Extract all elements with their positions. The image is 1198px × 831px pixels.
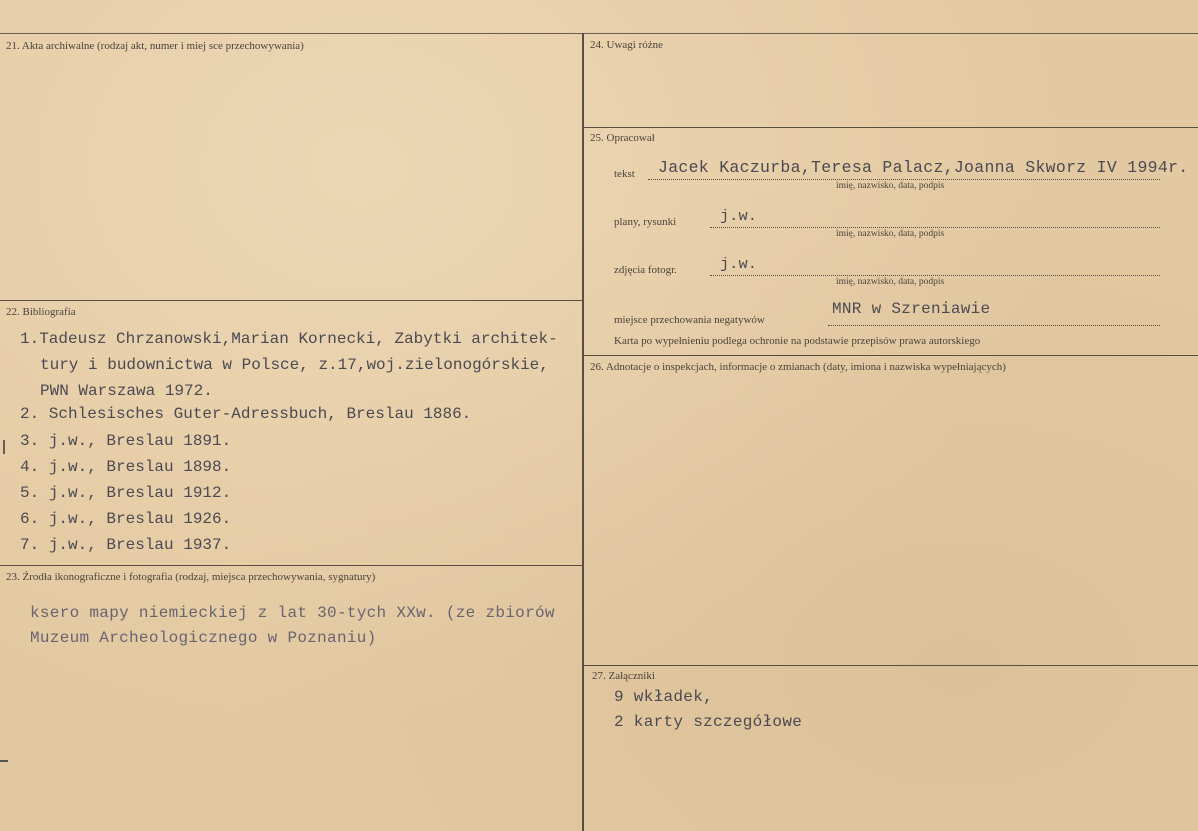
attachment-line: 9 wkładek, — [614, 688, 714, 706]
section-21-label: 21. Akta archiwalne (rodzaj akt, numer i miej sce przechowywania) — [6, 40, 304, 52]
top-border — [0, 33, 1198, 34]
section-23-label: 23. Źrodła ikonograficzne i fotografia (rodzaj, miejsca przechowywania, sygnatury) — [6, 571, 376, 583]
zdjecia-value: j.w. — [720, 256, 758, 273]
bibliography-line: 2. Schlesisches Guter-Adressbuch, Breslau 1886. — [20, 405, 472, 423]
plany-line — [710, 227, 1160, 228]
zdjecia-caption: imię, nazwisko, data, podpis — [836, 277, 945, 287]
bibliography-line: 4. j.w., Breslau 1898. — [20, 458, 232, 476]
zdjecia-line — [710, 275, 1160, 276]
bibliography-line: 3. j.w., Breslau 1891. — [20, 432, 232, 450]
iconography-line: Muzeum Archeologicznego w Poznaniu) — [30, 629, 377, 647]
tekst-line — [648, 179, 1160, 180]
bibliography-line: PWN Warszawa 1972. — [40, 382, 213, 400]
section-26-label: 26. Adnotacje o inspekcjach, informacje o zmianach (daty, imiona i nazwiska wypełniających) — [590, 361, 1006, 373]
attachment-line: 2 karty szczegółowe — [614, 713, 803, 731]
divider-21-22 — [0, 300, 582, 301]
tekst-caption: imię, nazwisko, data, podpis — [836, 181, 945, 191]
center-divider — [582, 33, 584, 831]
divider-25-26 — [584, 355, 1198, 356]
tekst-label: tekst — [614, 168, 635, 180]
bibliography-line: 1.Tadeusz Chrzanowski,Marian Kornecki, Zabytki architek- — [20, 330, 558, 348]
zdjecia-label: zdjęcia fotogr. — [614, 264, 677, 276]
edge-mark — [3, 440, 5, 454]
karta-note: Karta po wypełnieniu podlega ochronie na podstawie przepisów prawa autorskiego — [614, 335, 981, 347]
edge-mark — [0, 760, 8, 762]
divider-24-25 — [584, 127, 1198, 128]
bibliography-line: 6. j.w., Breslau 1926. — [20, 510, 232, 528]
bibliography-line: tury i budownictwa w Polsce, z.17,woj.zielonogórskie, — [40, 356, 549, 374]
plany-label: plany, rysunki — [614, 216, 677, 228]
plany-caption: imię, nazwisko, data, podpis — [836, 229, 945, 239]
tekst-value: Jacek Kaczurba,Teresa Palacz,Joanna Skworz IV 1994r. — [658, 158, 1189, 177]
bibliography-line: 7. j.w., Breslau 1937. — [20, 536, 232, 554]
section-25-label: 25. Opracował — [590, 132, 655, 144]
divider-22-23 — [0, 565, 582, 566]
section-24-label: 24. Uwagi różne — [590, 39, 664, 51]
miejsce-line — [828, 325, 1160, 326]
bibliography-line: 5. j.w., Breslau 1912. — [20, 484, 232, 502]
plany-value: j.w. — [720, 208, 758, 225]
section-22-label: 22. Bibliografia — [6, 306, 76, 318]
miejsce-value: MNR w Szreniawie — [832, 300, 991, 318]
iconography-line: ksero mapy niemieckiej z lat 30-tych XXw. (ze zbiorów — [30, 604, 555, 622]
divider-26-27 — [584, 665, 1198, 666]
section-27-label: 27. Załączniki — [592, 670, 655, 682]
miejsce-label: miejsce przechowania negatywów — [614, 314, 765, 326]
